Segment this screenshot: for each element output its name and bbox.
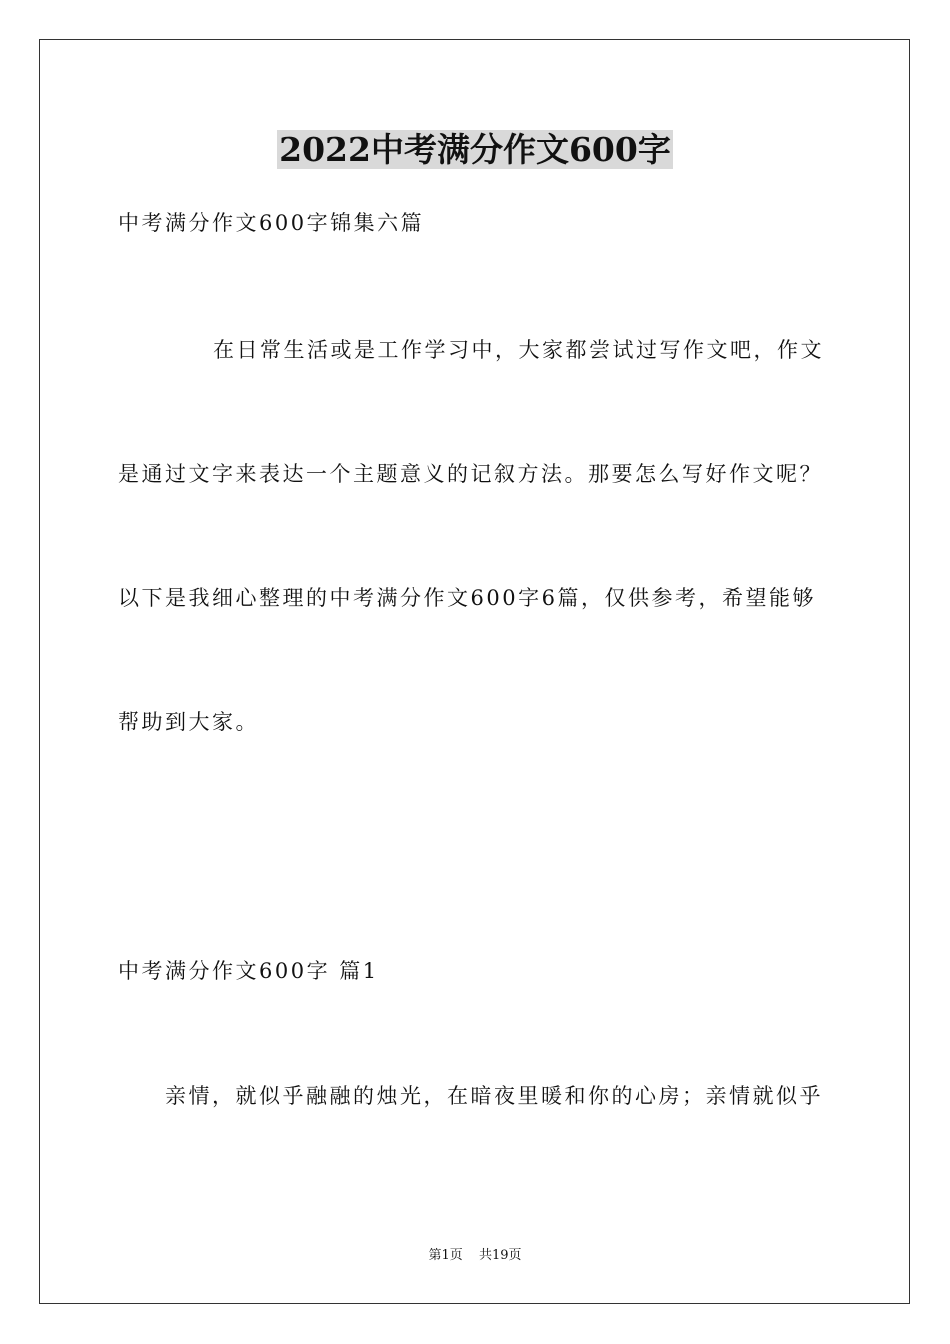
intro-line-1: 在日常生活或是工作学习中，大家都尝试过写作文吧，作文 <box>213 338 824 362</box>
document-title-text: 2022中考满分作文600字 <box>279 130 671 169</box>
page-number: 第1页 <box>428 1248 463 1263</box>
page-total: 共19页 <box>478 1248 522 1263</box>
document-title <box>0 128 950 172</box>
intro-line-3: 以下是我细心整理的中考满分作文600字6篇，仅供参考，希望能够 <box>118 586 816 610</box>
body-line-1: 亲情，就似乎融融的烛光，在暗夜里暖和你的心房；亲情就似乎 <box>165 1084 823 1108</box>
section-heading: 中考满分作文600字 篇1 <box>118 959 379 983</box>
document-subtitle: 中考满分作文600字锦集六篇 <box>118 211 425 235</box>
intro-line-2: 是通过文字来表达一个主题意义的记叙方法。那要怎么写好作文呢？ <box>118 462 823 486</box>
intro-line-4: 帮助到大家。 <box>118 710 259 734</box>
page-footer <box>0 1246 950 1266</box>
